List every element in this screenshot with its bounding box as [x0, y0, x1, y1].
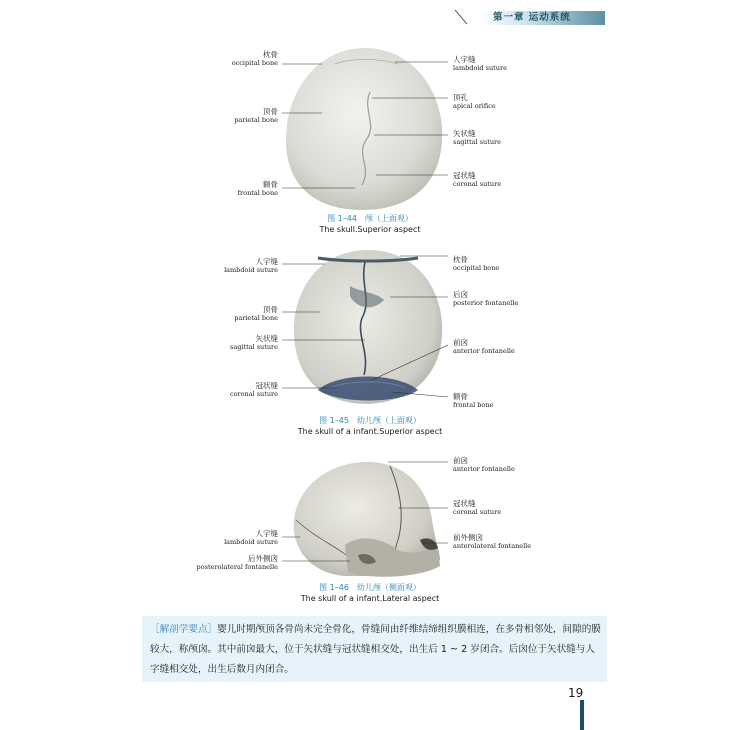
page-number: 19: [568, 686, 584, 700]
page-number-bar: [580, 700, 584, 730]
key-points-text: 婴儿时期颅顶各骨尚未完全骨化，骨缝间由纤维结缔组织膜相连，在多骨相邻处，间隙的膜较大，称颅囟。其中前囟最大，位于矢状缝与冠状缝相交处，出生后 1 ~ 2 岁闭合。后囟位于矢状缝与人字缝相交处，出生后数月内闭合。: [150, 624, 601, 675]
label-lambdoid-suture: 人字缝 lambdoid suture: [224, 529, 278, 546]
label-anterior-fontanelle: 前囟 anterior fontanelle: [453, 338, 515, 355]
key-points-tag: ［解剖学要点］: [150, 624, 218, 635]
label-frontal-bone: 额骨 frontal bone: [237, 180, 278, 197]
label-posterolateral-fontanelle: 后外侧囟 posterolateral fontanelle: [196, 554, 278, 571]
label-parietal-bone: 顶骨 parietal bone: [234, 107, 278, 124]
figure-caption: 图 1–44 颅（上面观） The skull.Superior aspect: [319, 214, 421, 234]
label-sagittal-suture: 矢状缝 sagittal suture: [453, 129, 501, 146]
figure-caption: 图 1–46 幼儿颅（侧面观） The skull of a infant.Lateral aspect: [300, 583, 440, 603]
label-coronal-suture: 冠状缝 coronal suture: [453, 171, 502, 188]
label-parietal-bone: 顶骨 parietal bone: [234, 305, 278, 322]
chapter-title: 第一章 运动系统: [493, 12, 571, 23]
label-coronal-suture: 冠状缝 coronal suture: [453, 499, 502, 516]
label-lambdoid-suture: 人字缝 lambdoid suture: [224, 257, 278, 274]
label-coronal-suture: 冠状缝 coronal suture: [229, 381, 278, 398]
label-occipital-bone: 枕骨 occipital bone: [231, 50, 278, 67]
label-occipital-bone: 枕骨 occipital bone: [453, 255, 500, 272]
label-anterior-fontanelle: 前囟 anterior fontanelle: [453, 456, 515, 473]
figure-caption: 图 1–45 幼儿颅（上面观） The skull of a infant.Superior aspect: [297, 416, 443, 436]
label-frontal-bone: 额骨 frontal bone: [453, 392, 494, 409]
label-sagittal-suture: 矢状缝 sagittal suture: [230, 334, 278, 351]
label-anterolateral-fontanelle: 前外侧囟 anterolateral fontanelle: [453, 533, 532, 550]
label-posterior-fontanelle: 后囟 posterior fontanelle: [453, 290, 519, 307]
label-apical-orifice: 顶孔 apical orifice: [453, 93, 496, 110]
anatomy-key-points: [142, 616, 607, 682]
label-lambdoid-suture: 人字缝 lambdoid suture: [453, 55, 507, 72]
